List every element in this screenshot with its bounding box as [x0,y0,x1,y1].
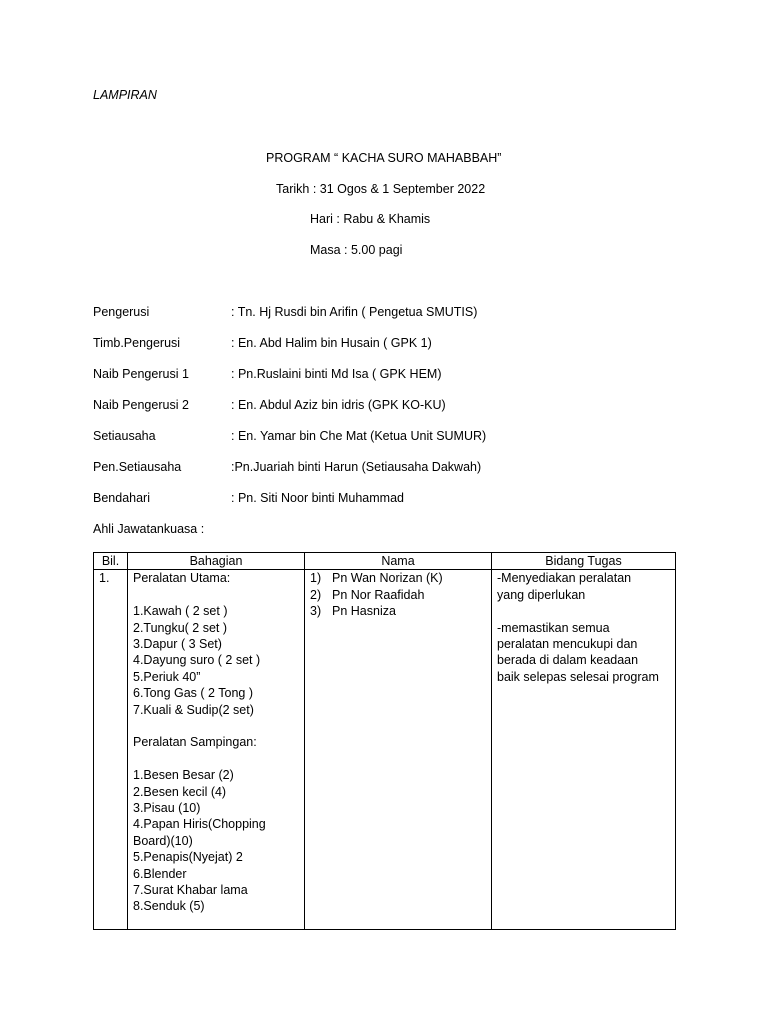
committee-role: Pen.Setiausaha [93,460,182,474]
member-item [310,587,486,603]
table-row [94,570,676,930]
equipment-item: 1.Kawah ( 2 set ) [133,604,228,619]
program-title: PROGRAM “ KACHA SURO MAHABBAH” [266,151,502,165]
equipment-item: 6.Tong Gas ( 2 Tong ) [133,686,253,701]
member-item [310,570,486,586]
duty-line: -Menyediakan peralatan [497,571,632,586]
table-header-row [94,553,676,570]
equipment-item: Board)(10) [133,833,193,848]
member-number: 1) [310,571,322,586]
section-title-utama: Peralatan Utama: [133,571,231,586]
program-date: Tarikh : 31 Ogos & 1 September 2022 [276,182,486,196]
member-number: 3) [310,604,322,619]
equipment-item: 4.Papan Hiris(Chopping [133,817,266,832]
duty-line: baik selepas selesai program [497,669,659,684]
committee-name: : Pn. Siti Noor binti Muhammad [231,491,404,505]
committee-name: : Pn.Ruslaini binti Md Isa ( GPK HEM) [231,367,442,381]
member-name: Pn Hasniza [332,604,396,619]
row-number: 1. [99,571,110,586]
header-nama: Nama [305,553,492,570]
committee-name: : En. Abdul Aziz bin idris (GPK KO-KU) [231,398,446,412]
task-table [93,552,676,930]
committee-name: : Tn. Hj Rusdi bin Arifin ( Pengetua SMUTIS) [231,305,478,319]
cell-bil [94,570,128,930]
committee-name: : En. Yamar bin Che Mat (Ketua Unit SUMUR) [231,429,487,443]
equipment-item: 3.Pisau (10) [133,801,201,816]
header-bidang-tugas: Bidang Tugas [492,553,676,570]
equipment-item: 3.Dapur ( 3 Set) [133,637,222,652]
equipment-item: 7.Kuali & Sudip(2 set) [133,702,254,717]
duty-line: peralatan mencukupi dan [497,637,638,652]
committee-role: Naib Pengerusi 1 [93,367,189,381]
header-bil: Bil. [94,553,128,570]
equipment-item: 2.Tungku( 2 set ) [133,620,228,635]
equipment-item: 8.Senduk (5) [133,899,205,914]
committee-role: Pengerusi [93,305,150,319]
member-name: Pn Nor Raafidah [332,587,425,602]
header-bahagian: Bahagian [128,553,305,570]
equipment-item: 7.Surat Khabar lama [133,883,248,898]
cell-bahagian [128,570,305,930]
committee-role: Naib Pengerusi 2 [93,398,189,412]
member-name: Pn Wan Norizan (K) [332,571,443,586]
member-number: 2) [310,587,322,602]
equipment-item: 2.Besen kecil (4) [133,784,227,799]
appendix-label: LAMPIRAN [93,88,157,102]
duty-line: -memastikan semua [497,620,610,635]
section-title-sampingan: Peralatan Sampingan: [133,735,257,750]
duty-line: berada di dalam keadaan [497,653,639,668]
cell-nama [305,570,492,930]
member-item [310,603,486,619]
cell-bidang-tugas [492,570,676,930]
equipment-item: 5.Penapis(Nyejat) 2 [133,850,243,865]
committee-role: Timb.Pengerusi [93,336,181,350]
committee-role: Bendahari [93,491,150,505]
committee-name: : En. Abd Halim bin Husain ( GPK 1) [231,336,432,350]
committee-members-label: Ahli Jawatankuasa : [93,522,205,536]
committee-name: :Pn.Juariah binti Harun (Setiausaha Dakwah) [231,460,482,474]
duty-line: yang diperlukan [497,587,586,602]
program-time: Masa : 5.00 pagi [310,243,403,257]
equipment-item: 5.Periuk 40” [133,669,201,684]
equipment-item: 4.Dayung suro ( 2 set ) [133,653,261,668]
program-day: Hari : Rabu & Khamis [310,212,431,226]
equipment-item: 1.Besen Besar (2) [133,768,234,783]
equipment-item: 6.Blender [133,866,187,881]
committee-role: Setiausaha [93,429,156,443]
